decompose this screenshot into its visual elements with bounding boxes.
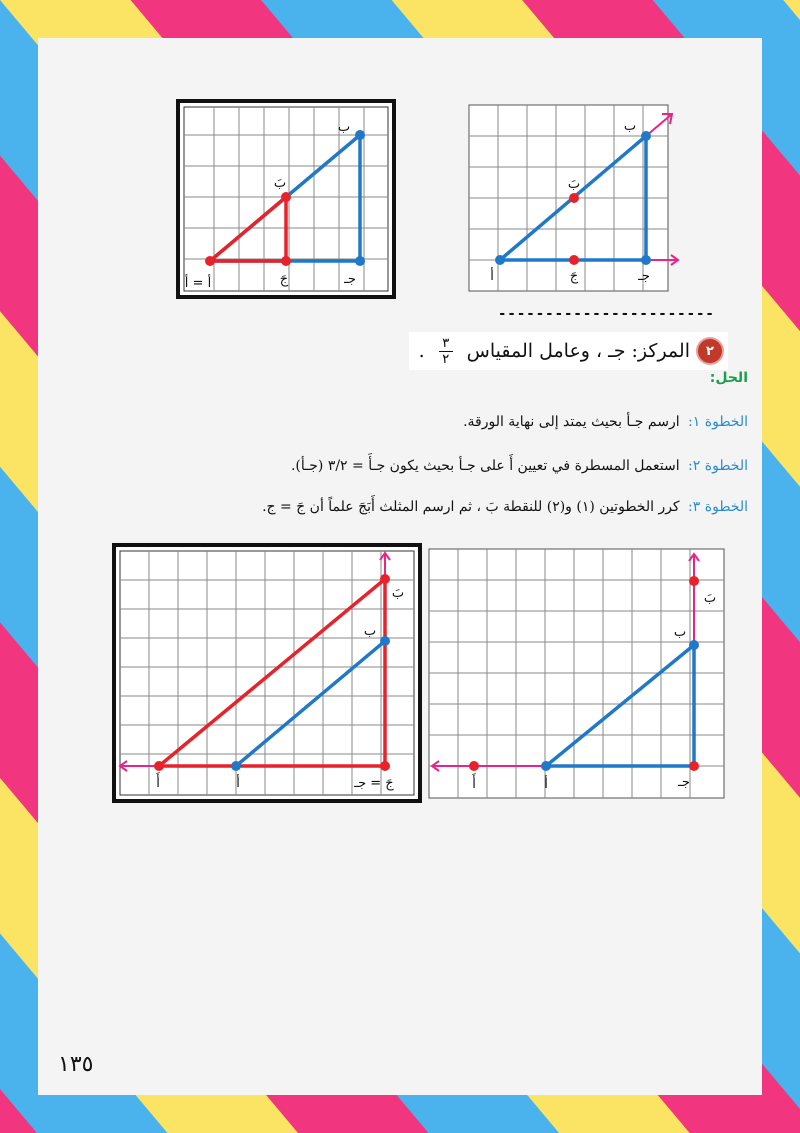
label-a-prime: أَ [156, 776, 160, 791]
grid-top-right [468, 104, 684, 294]
label-c: جـ [638, 269, 650, 284]
scale-fraction [439, 337, 453, 366]
page-number: ١٣٥ [58, 1052, 94, 1077]
label-a: أ [544, 777, 548, 792]
label-c-prime: جَ [279, 272, 289, 287]
label-c-prime: جَ [569, 269, 579, 284]
question-text: المركز: جـ ، وعامل المقياس [466, 340, 690, 362]
step-2 [291, 458, 748, 474]
solution-label: الحل: [709, 370, 748, 386]
grid-bottom-right [428, 548, 726, 800]
grid-bottom-left [112, 543, 422, 803]
step-3-text: كرر الخطوتين (١) و(٢) للنقطة بَ ، ثم ارسم المثلث أَبَجَ علماً أن جَ = ج. [262, 499, 680, 515]
step-3 [262, 499, 748, 515]
question-number-badge: ٢ [698, 339, 722, 363]
label-b: ب [337, 120, 351, 135]
question-end-mark: . [418, 340, 425, 362]
step-1-label: الخطوة ١: [688, 414, 748, 430]
label-c: جـ [678, 775, 690, 790]
step-2-label: الخطوة ٢: [688, 458, 748, 474]
label-a-equal: أ = أ [184, 276, 212, 291]
step-1-text: ارسم جـأ بحيث يمتد إلى نهاية الورقة. [463, 414, 680, 430]
scale-numerator: ٣ [442, 335, 450, 351]
label-b: ب [673, 625, 687, 640]
label-b-prime: بَ [703, 591, 717, 606]
separator-dashes: ----------------------- [498, 306, 715, 322]
grid-top-left [176, 99, 396, 299]
label-b: ب [623, 119, 637, 134]
label-a: أ [490, 269, 494, 284]
label-b-prime: بَ [273, 176, 287, 191]
step-2-text: استعمل المسطرة في تعيين أَ على جـأ بحيث يكون جـأَ = ٣/٢ (جـأ). [290, 458, 680, 474]
label-a-prime: أَ [472, 777, 476, 792]
label-b-prime: بَ [391, 586, 405, 601]
label-b: ب [363, 624, 377, 639]
label-c-equal: جَ = جـ [354, 776, 394, 791]
step-1 [463, 414, 748, 430]
step-3-label: الخطوة ٣: [688, 499, 748, 515]
label-b-prime: بَ [567, 177, 581, 192]
scale-denominator: ٢ [442, 351, 450, 367]
label-c: جـ [344, 272, 356, 287]
question-2 [409, 332, 728, 370]
label-a: أ [236, 776, 240, 791]
